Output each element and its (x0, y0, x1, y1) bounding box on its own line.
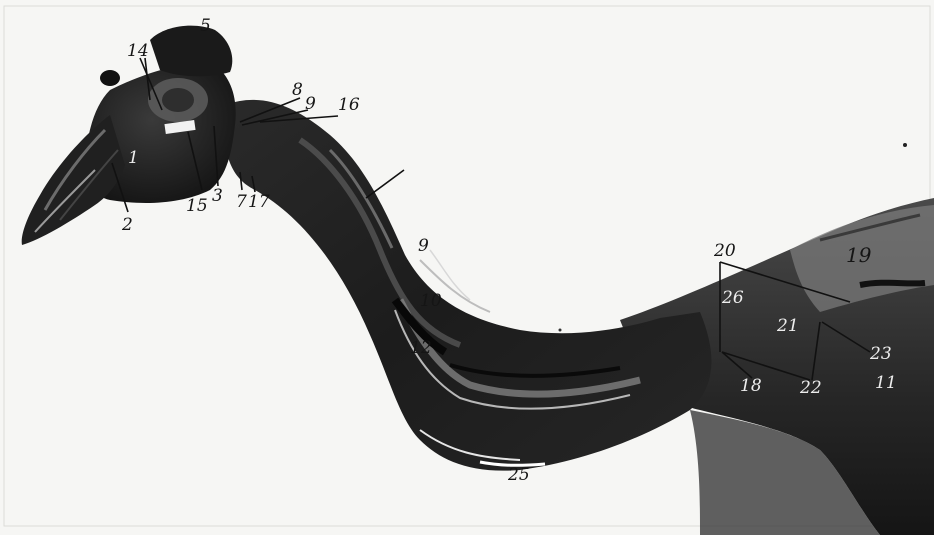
label-12: 12 (410, 338, 432, 358)
label-14: 14 (127, 41, 149, 61)
label-8: 8 (292, 80, 303, 100)
label-26: 26 (722, 288, 744, 308)
label-7: 7 (236, 192, 247, 212)
label-19: 19 (846, 243, 872, 267)
label-17: 17 (248, 192, 270, 212)
label-9-neck: 9 (418, 236, 429, 256)
label-11: 11 (875, 373, 897, 393)
label-16: 16 (338, 95, 360, 115)
label-5: 5 (200, 16, 211, 36)
label-15: 15 (186, 196, 208, 216)
label-10: 10 (420, 291, 442, 311)
label-3: 3 (212, 186, 223, 206)
label-1: 1 (128, 148, 139, 168)
label-2: 2 (122, 215, 133, 235)
label-18: 18 (740, 376, 762, 396)
label-23: 23 (870, 344, 892, 364)
label-21: 21 (777, 316, 799, 336)
label-20: 20 (714, 241, 736, 261)
label-22: 22 (800, 378, 822, 398)
label-25: 25 (508, 465, 530, 485)
label-9-upper: 9 (305, 94, 316, 114)
